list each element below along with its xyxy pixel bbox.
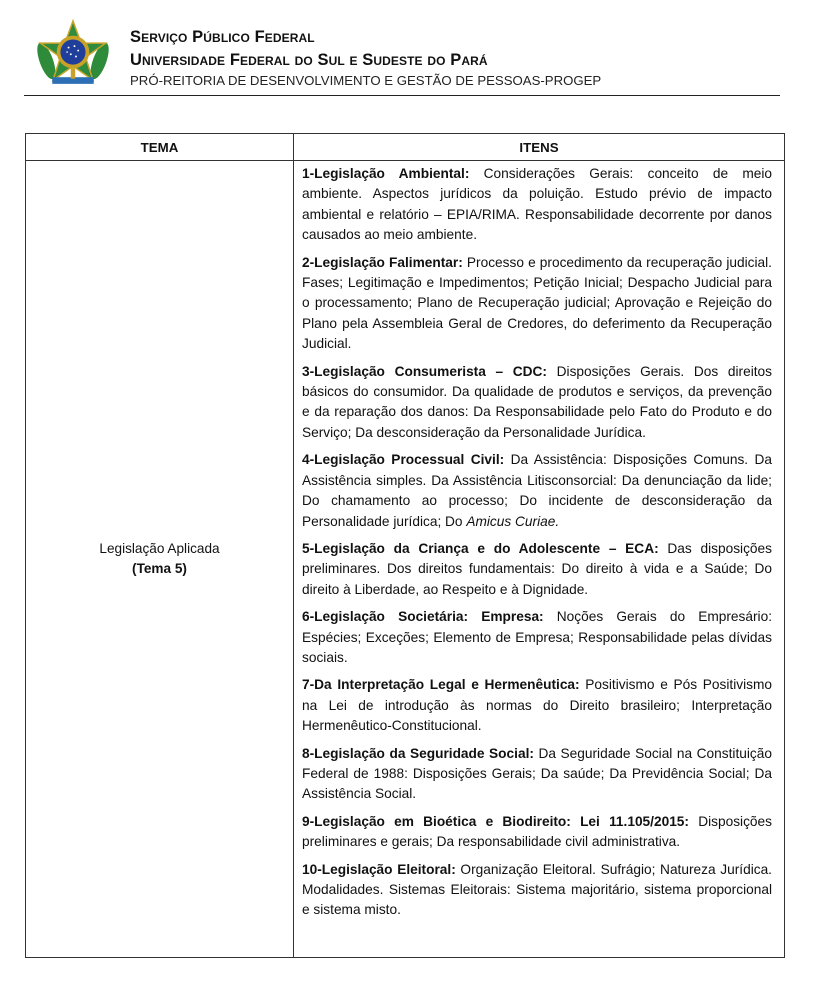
column-header-tema: TEMA: [26, 134, 294, 161]
itens-cell: [294, 161, 785, 958]
list-item: 9-Legislação em Bioética e Biodireito: Lei 11.105/2015: Disposições preliminares e gerais; Da responsabilidade civil administrativa.: [302, 813, 772, 850]
list-item: 4-Legislação Processual Civil: Da Assistência: Disposições Comuns. Da Assistência simples. Da Assistência Litisconsorcial: Da denunciação da lide; Do chamamento ao processo; Do incidente de desconsideração da Personalidade jurídica; Do Amicus Curiae.: [302, 452, 772, 529]
header-divider: [24, 95, 780, 96]
list-item: 3-Legislação Consumerista – CDC: Disposições Gerais. Dos direitos básicos do consumidor. Da qualidade de produtos e serviços, da prevenção e da reparação dos danos: Da Responsabilidade pelo Fato do Produto e do Serviço; Da desconsideração da Personalidade Jurídica.: [302, 363, 772, 440]
list-item: 5-Legislação da Criança e do Adolescente – ECA: Das disposições preliminares. Dos direitos fundamentais: Do direito à vida e a Saúde; Do direito à Liberdade, ao Respeito e à Dignidade.: [302, 540, 772, 597]
content-table: [25, 133, 785, 958]
list-item: 1-Legislação Ambiental: Considerações Gerais: conceito de meio ambiente. Aspectos jurídicos da poluição. Estudo prévio de impacto ambiental e relatório – EPIA/RIMA. Responsabilidade decorrente por danos causados ao meio ambiente.: [302, 166, 772, 243]
page-header: [24, 16, 780, 96]
brazil-coat-of-arms-icon: [36, 18, 110, 92]
institution-line-1: Serviço Público Federal: [130, 28, 315, 46]
list-item: 6-Legislação Societária: Empresa: Noções Gerais do Empresário: Espécies; Exceções; Elemento de Empresa; Responsabilidade pelas dívidas sociais.: [302, 609, 772, 665]
tema-label: Legislação Aplicada: [99, 541, 220, 556]
table-row: [26, 161, 785, 958]
list-item: 10-Legislação Eleitoral: Organização Eleitoral. Sufrágio; Natureza Jurídica. Modalidades. Sistemas Eleitorais: Sistema majoritário, sistema proporcional e sistema misto.: [302, 861, 772, 918]
table-header-row: [26, 134, 785, 161]
institution-line-2: Universidade Federal do Sul e Sudeste do Pará: [130, 51, 488, 69]
institution-line-3: PRÓ-REITORIA DE DESENVOLVIMENTO E GESTÃO DE PESSOAS-PROGEP: [130, 73, 602, 88]
list-item: 7-Da Interpretação Legal e Hermenêutica: Positivismo e Pós Positivismo na Lei de introdução às normas do Direito brasileiro; Interpretação Hermenêutico-Constitucional.: [302, 677, 772, 734]
tema-cell: [26, 161, 294, 958]
column-header-itens: ITENS: [294, 134, 785, 161]
tema-sub: (Tema 5): [132, 561, 187, 576]
list-item: 2-Legislação Falimentar: Processo e procedimento da recuperação judicial. Fases; Legitimação e Impedimentos; Petição Inicial; Despacho Judicial para o processamento; Plano de Recuperação judicial; Aprovação e Rejeição do Plano pela Assembleia Geral de Credores, do deferimento da Recuperação Judicial.: [302, 254, 772, 352]
list-item: 8-Legislação da Seguridade Social: Da Seguridade Social na Constituição Federal de 1988: Disposições Gerais; Da saúde; Da Previdência Social; Da Assistência Social.: [302, 745, 772, 802]
